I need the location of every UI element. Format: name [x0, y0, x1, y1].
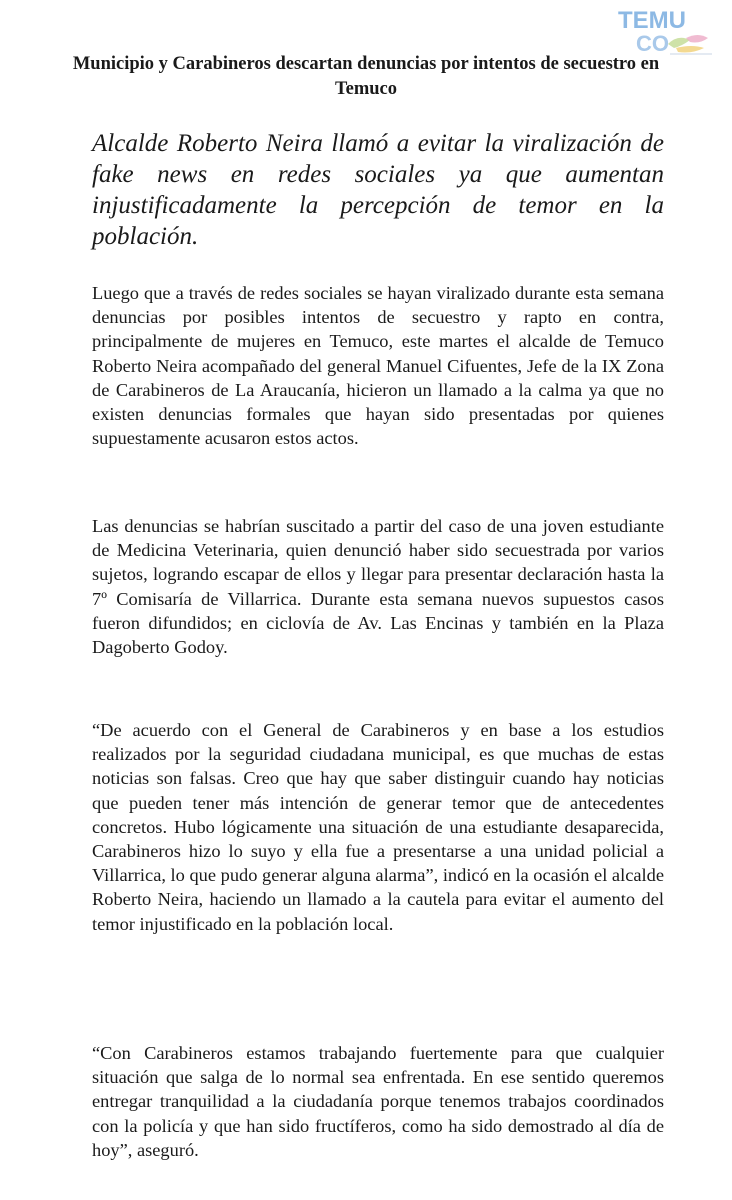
temuco-logo-graphic: [616, 4, 720, 58]
article-paragraph: “Con Carabineros estamos trabajando fuertemente para que cualquier situación que salga de lo normal sea enfrentada. En ese sentido queremos entregar tranquilidad a la ciudadanía porque tenemos trabajos coordinados con la policía y que han sido fructíferos, como ha sido demostrado al día de hoy”, aseguró.: [92, 1043, 664, 1160]
article-paragraph: “De acuerdo con el General de Carabineros y en base a los estudios realizados por la seguridad ciudadana municipal, es que muchas de estas noticias son falsas. Creo que hay que saber distinguir cuando hay noticias que pueden tener más intención de generar temor que de antecedentes concretos. Hubo lógicamente una situación de una estudiante desaparecida, Carabineros hizo lo suyo y ella fue a presentarse a una unidad policial a Villarrica, lo que pudo generar alguna alarma”, indicó en la ocasión el alcalde Roberto Neira, haciendo un llamado a la cautela para evitar el aumento del temor injustificado en la población local.: [92, 720, 664, 934]
article-lead: Alcalde Roberto Neira llamó a evitar la viralización de fake news en redes sociales ya que aumentan injustificadamente la percepción de temor en la población.: [92, 130, 664, 250]
temuco-logo: [616, 4, 720, 58]
logo-text-line1: TEMU: [618, 7, 686, 34]
article-paragraph: Luego que a través de redes sociales se hayan viralizado durante esta semana denuncias por posibles intentos de secuestro y rapto en contra, principalmente de mujeres en Temuco, este martes el alcalde de Temuco Roberto Neira acompañado del general Manuel Cifuentes, Jefe de la IX Zona de Carabineros de La Araucanía, hicieron un llamado a la calma ya que no existen denuncias formales que hayan sido presentadas por quienes supuestamente acusaron estos actos.: [92, 283, 664, 449]
article-paragraph: Las denuncias se habrían suscitado a partir del caso de una joven estudiante de Medicina Veterinaria, quien denunció haber sido secuestrada por varios sujetos, logrando escapar de ellos y llegar para presentar declaración hasta la 7º Comisaría de Villarrica. Durante esta semana nuevos supuestos casos fueron difundidos; en ciclovía de Av. Las Encinas y también en la Plaza Dagoberto Godoy.: [92, 516, 664, 658]
article-title: Municipio y Carabineros descartan denuncias por intentos de secuestro en Temuco: [72, 54, 660, 99]
logo-text-line2: CO: [636, 31, 669, 56]
